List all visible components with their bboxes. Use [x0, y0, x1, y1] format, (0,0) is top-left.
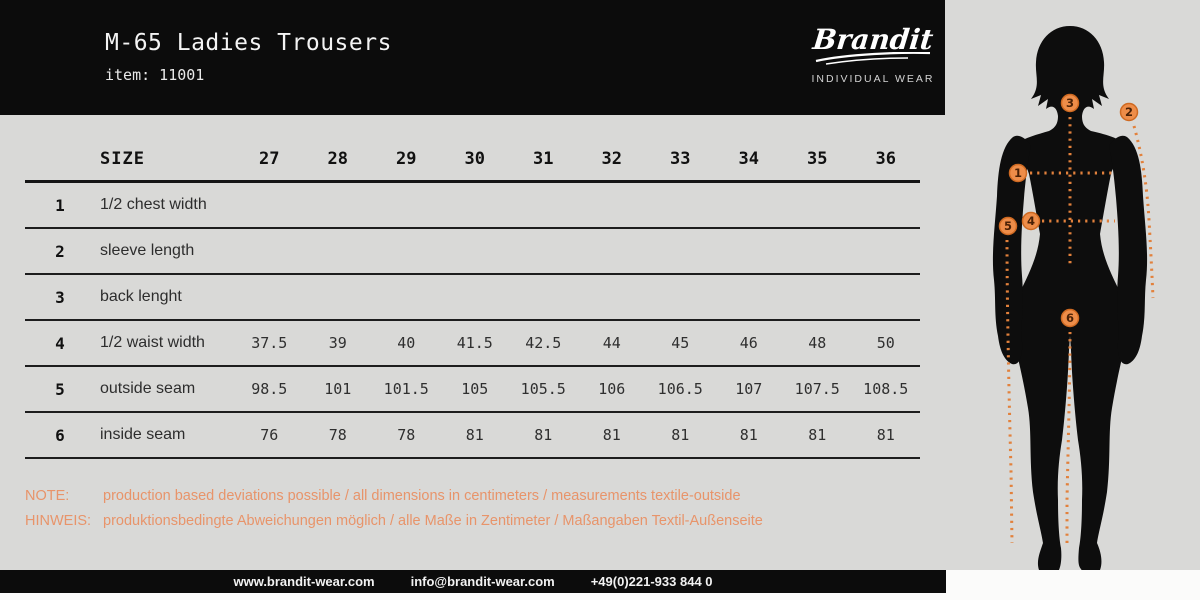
- marker-6: [1062, 310, 1079, 327]
- row-label: outside seam: [100, 380, 196, 397]
- measurement-figure: [945, 0, 1200, 570]
- svg-text:4: 4: [1026, 214, 1036, 228]
- page-title: M-65 Ladies Trousers: [105, 30, 392, 56]
- size-column-header: SIZE: [100, 149, 145, 169]
- footer-bar: [0, 570, 946, 593]
- cell-value: 106: [598, 380, 626, 398]
- row-number: 4: [55, 333, 65, 353]
- cell-value: 45: [671, 334, 690, 352]
- size-header-cell: 35: [807, 149, 828, 169]
- cell-value: 78: [328, 426, 347, 444]
- cell-value: 101: [324, 380, 352, 398]
- row-number: 6: [55, 425, 65, 445]
- table-row: [25, 273, 920, 319]
- svg-text:1: 1: [1013, 166, 1023, 180]
- cell-value: 81: [739, 426, 758, 444]
- marker-5: [1000, 218, 1017, 235]
- hinweis-label: HINWEIS:: [25, 513, 92, 529]
- row-number: 1: [55, 195, 65, 215]
- svg-text:6: 6: [1065, 311, 1075, 325]
- footer-email: info@brandit-wear.com: [410, 574, 555, 589]
- cell-value: 107.5: [794, 380, 840, 398]
- cell-value: 50: [876, 334, 895, 352]
- size-header-cell: 34: [738, 149, 759, 169]
- footer-phone: +49(0)221-933 844 0: [590, 574, 713, 589]
- note-text: production based deviations possible / all dimensions in centimeters / measurements textile-outside: [103, 488, 741, 504]
- marker-3: [1062, 95, 1079, 112]
- cell-value: 40: [397, 334, 416, 352]
- note-label: NOTE:: [25, 488, 70, 504]
- cell-value: 37.5: [251, 334, 288, 352]
- size-header-cell: 32: [601, 149, 622, 169]
- cell-value: 105: [461, 380, 489, 398]
- cell-value: 48: [808, 334, 827, 352]
- marker-1: [1010, 165, 1027, 182]
- cell-value: 107: [735, 380, 763, 398]
- female-silhouette-svg: [945, 0, 1200, 570]
- svg-text:3: 3: [1065, 96, 1075, 110]
- row-label: 1/2 chest width: [100, 196, 207, 213]
- table-row: [25, 411, 920, 457]
- cell-value: 39: [328, 334, 347, 352]
- row-number: 5: [55, 379, 65, 399]
- header-bar: [0, 0, 945, 115]
- note-row-en: [25, 484, 763, 509]
- cell-value: 101.5: [383, 380, 429, 398]
- table-row: [25, 319, 920, 365]
- cell-value: 98.5: [251, 380, 288, 398]
- cell-value: 78: [397, 426, 416, 444]
- cell-value: 44: [602, 334, 621, 352]
- brand-logo-script: Brandit: [811, 23, 935, 56]
- cell-value: 81: [808, 426, 827, 444]
- cell-value: 81: [671, 426, 690, 444]
- cell-value: 76: [260, 426, 279, 444]
- footer-website: www.brandit-wear.com: [233, 574, 375, 589]
- size-table-body: [25, 180, 920, 459]
- cell-value: 81: [465, 426, 484, 444]
- size-header-cell: 29: [396, 149, 417, 169]
- cell-value: 42.5: [525, 334, 562, 352]
- item-number: item: 11001: [105, 66, 205, 84]
- cell-value: 41.5: [456, 334, 493, 352]
- table-row: [25, 227, 920, 273]
- cell-value: 81: [534, 426, 553, 444]
- svg-text:5: 5: [1003, 219, 1013, 233]
- brand-logo: [808, 23, 938, 85]
- size-header-cell: 30: [464, 149, 485, 169]
- size-header-cell: 28: [327, 149, 348, 169]
- row-label: sleeve length: [100, 242, 195, 259]
- marker-4: [1023, 213, 1040, 230]
- marker-2: [1121, 104, 1138, 121]
- table-row: [25, 180, 920, 227]
- note-row-de: [25, 509, 763, 534]
- cell-value: 106.5: [657, 380, 703, 398]
- note-block: [25, 484, 763, 534]
- row-label: inside seam: [100, 426, 186, 443]
- size-table-header-row: [25, 138, 920, 180]
- hinweis-text: produktionsbedingte Abweichungen möglich / alle Maße in Zentimeter / Maßangaben Textil-Außenseite: [103, 513, 763, 529]
- cell-value: 105.5: [520, 380, 566, 398]
- brand-tagline: INDIVIDUAL WEAR: [811, 73, 935, 85]
- size-header-cell: 31: [533, 149, 554, 169]
- cell-value: 108.5: [863, 380, 909, 398]
- cell-value: 81: [602, 426, 621, 444]
- cell-value: 46: [739, 334, 758, 352]
- size-header-cell: 36: [875, 149, 896, 169]
- table-row: [25, 365, 920, 411]
- row-number: 3: [55, 287, 65, 307]
- row-number: 2: [55, 241, 65, 261]
- cell-value: 81: [876, 426, 895, 444]
- row-label: back lenght: [100, 288, 182, 305]
- size-table: [25, 138, 920, 459]
- size-header-cell: 33: [670, 149, 691, 169]
- svg-text:2: 2: [1124, 105, 1134, 119]
- row-label: 1/2 waist width: [100, 334, 205, 351]
- size-header-cell: 27: [259, 149, 280, 169]
